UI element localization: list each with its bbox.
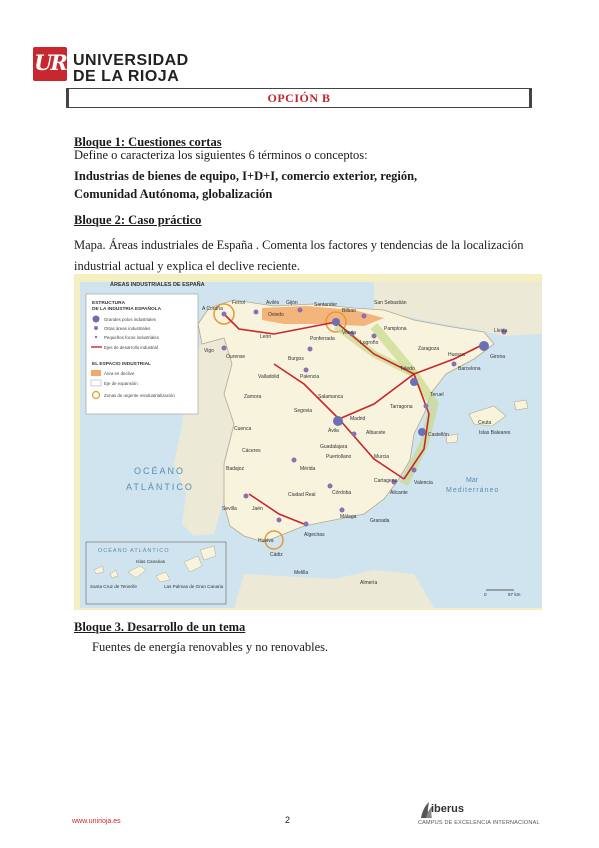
menorca xyxy=(514,400,528,410)
city-label: Ferrol xyxy=(232,300,246,306)
block1-instruction: Define o caracteriza los siguientes 6 términos o conceptos: xyxy=(74,148,368,162)
city-label: Cádiz xyxy=(270,552,283,558)
pole-zaragoza xyxy=(410,378,418,386)
legend-item: Área en declive xyxy=(104,371,135,376)
city-label: A Coruña xyxy=(202,306,223,312)
city-label: Murcia xyxy=(374,454,390,460)
city-label: Córdoba xyxy=(332,490,352,496)
city-label: Salamanca xyxy=(318,394,344,400)
city-label: Vigo xyxy=(204,348,214,354)
map-title: ÁREAS INDUSTRIALES DE ESPAÑA xyxy=(110,282,205,288)
legend-item: Pequeños focos industriales xyxy=(104,335,159,340)
block1-terms-line1: Industrias de bienes de equipo, I+D+I, comercio exterior, región, xyxy=(74,169,418,183)
block2-heading: Bloque 2: Caso práctico xyxy=(74,213,202,227)
city-label: Cáceres xyxy=(242,448,261,454)
legend-swatch-expansion xyxy=(91,380,101,386)
legend-item: Eje de expansión xyxy=(104,381,138,386)
legend-swatch-other-area xyxy=(94,326,98,330)
legend-swatch-big-pole xyxy=(93,316,100,323)
city-label: Mérida xyxy=(300,466,316,472)
legend-swatch-decline xyxy=(91,370,101,376)
legend-item: Otras áreas industriales xyxy=(104,326,151,331)
city-label: Castellón xyxy=(428,432,449,438)
city-label: Oviedo xyxy=(268,312,284,318)
city-label: Valencia xyxy=(414,480,433,486)
sea-label-mar: Mar xyxy=(466,477,479,484)
industrial-areas-map xyxy=(74,274,542,610)
city-label: Cuenca xyxy=(234,426,252,432)
city-label: Zaragoza xyxy=(418,346,440,352)
city-label: Huesca xyxy=(448,352,465,358)
university-logo xyxy=(33,47,67,81)
city-label: Avilés xyxy=(266,300,280,306)
city-label: San Sebastián xyxy=(374,300,407,306)
city-label: Gijón xyxy=(286,300,298,306)
legend-heading1: ESTRUCTURA xyxy=(92,301,126,306)
city-label: Melilla xyxy=(294,570,309,576)
block1-heading: Bloque 1: Cuestiones cortas xyxy=(74,135,222,149)
inset-city-tenerife: Santa Cruz de Tenerife xyxy=(90,584,137,589)
inset-city-las-palmas: Las Palmas de Gran Canaria xyxy=(164,584,224,589)
city-label: Tarragona xyxy=(390,404,413,410)
city-label: Toledo xyxy=(400,366,415,372)
sea-label-ocean: OCÉANO xyxy=(134,466,186,476)
block3-heading: Bloque 3. Desarrollo de un tema xyxy=(74,620,246,634)
block3-text: Fuentes de energía renovables y no renovables. xyxy=(92,640,329,654)
city-label: Málaga xyxy=(340,514,357,520)
partner-subtitle: CAMPUS DE EXCELENCIA INTERNACIONAL xyxy=(418,820,540,826)
city-label: Teruel xyxy=(430,392,444,398)
city-label: Badajoz xyxy=(226,466,245,472)
city-label: Logroño xyxy=(360,340,379,346)
city-label: Ciudad Real xyxy=(288,492,316,498)
legend-heading3: EL ESPACIO INDUSTRIAL xyxy=(92,362,151,367)
city-label: Santander xyxy=(314,302,338,308)
city-label: Ourense xyxy=(226,354,246,360)
city-label: Bilbao xyxy=(342,308,356,314)
city-label: Ávila xyxy=(328,428,339,434)
city-label: Huelva xyxy=(258,538,274,544)
logo-monogram: UR xyxy=(34,50,66,75)
inset-islands-label: Islas Canarias xyxy=(136,559,166,564)
pole-madrid xyxy=(333,416,343,426)
partner-name: iberus xyxy=(431,803,465,815)
city-label: Palencia xyxy=(300,374,320,380)
city-label: Zamora xyxy=(244,394,262,400)
legend-heading2: DE LA INDUSTRIA ESPAÑOLA xyxy=(92,307,162,312)
city-label: Valladolid xyxy=(258,374,280,380)
legend-item: Ejes de desarrollo industrial xyxy=(104,345,158,350)
block2-text-line2: industrial actual y explica el declive reciente. xyxy=(74,259,300,273)
city-label: Pamplona xyxy=(384,326,407,332)
city-label: Alicante xyxy=(390,490,408,496)
city-label: Girona xyxy=(490,354,506,360)
city-label: Sevilla xyxy=(222,506,237,512)
city-label: Segovia xyxy=(294,408,313,414)
pole-valencia xyxy=(418,428,426,436)
university-name-line2: DE LA RIOJA xyxy=(73,68,180,85)
block1-terms-line2: Comunidad Autónoma, globalización xyxy=(74,187,273,201)
scale-start: 0 xyxy=(484,592,487,597)
city-label: Madrid xyxy=(350,416,366,422)
footer-url[interactable]: www.unirioja.es xyxy=(72,818,121,825)
city-label: Algeciras xyxy=(304,532,325,538)
baleares-label: Islas Baleares xyxy=(479,430,511,436)
city-label: Albacete xyxy=(366,430,386,436)
legend-item: Zonas de urgente reindustrialización xyxy=(104,393,175,398)
city-label: Ceuta xyxy=(478,420,492,426)
legend-swatch-small-focus xyxy=(95,336,97,338)
city-label: Granada xyxy=(370,518,390,524)
city-label: Burgos xyxy=(288,356,304,362)
scale-end: 97 km xyxy=(508,592,521,597)
option-title: OPCIÓN B xyxy=(267,91,331,105)
legend-item: Grandes polos industriales xyxy=(104,317,156,322)
city-label: Guadalajara xyxy=(320,444,348,450)
city-label: Cartagena xyxy=(374,478,398,484)
sea-label-atlantic: ATLÁNTICO xyxy=(126,482,194,492)
university-name-line1: UNIVERSIDAD xyxy=(73,52,189,69)
city-label: Lleida xyxy=(494,328,508,334)
inset-ocean-label: OCÉANO ATLÁNTICO xyxy=(98,548,170,554)
city-label: Vitoria xyxy=(342,330,357,336)
sea-label-mediterranean: Mediterráneo xyxy=(446,487,500,494)
city-label: Almería xyxy=(360,580,378,586)
pole-bilbao xyxy=(332,318,340,326)
city-label: Jaén xyxy=(252,506,263,512)
city-label: Ponferrada xyxy=(310,336,335,342)
city-label: León xyxy=(260,334,272,340)
block2-text-line1: Mapa. Áreas industriales de España . Comenta los factores y tendencias de la localización xyxy=(74,238,524,252)
city-label: Puertollano xyxy=(326,454,352,460)
pole-barcelona xyxy=(479,341,489,351)
page-number: 2 xyxy=(285,815,291,825)
city-label: Barcelona xyxy=(458,366,481,372)
